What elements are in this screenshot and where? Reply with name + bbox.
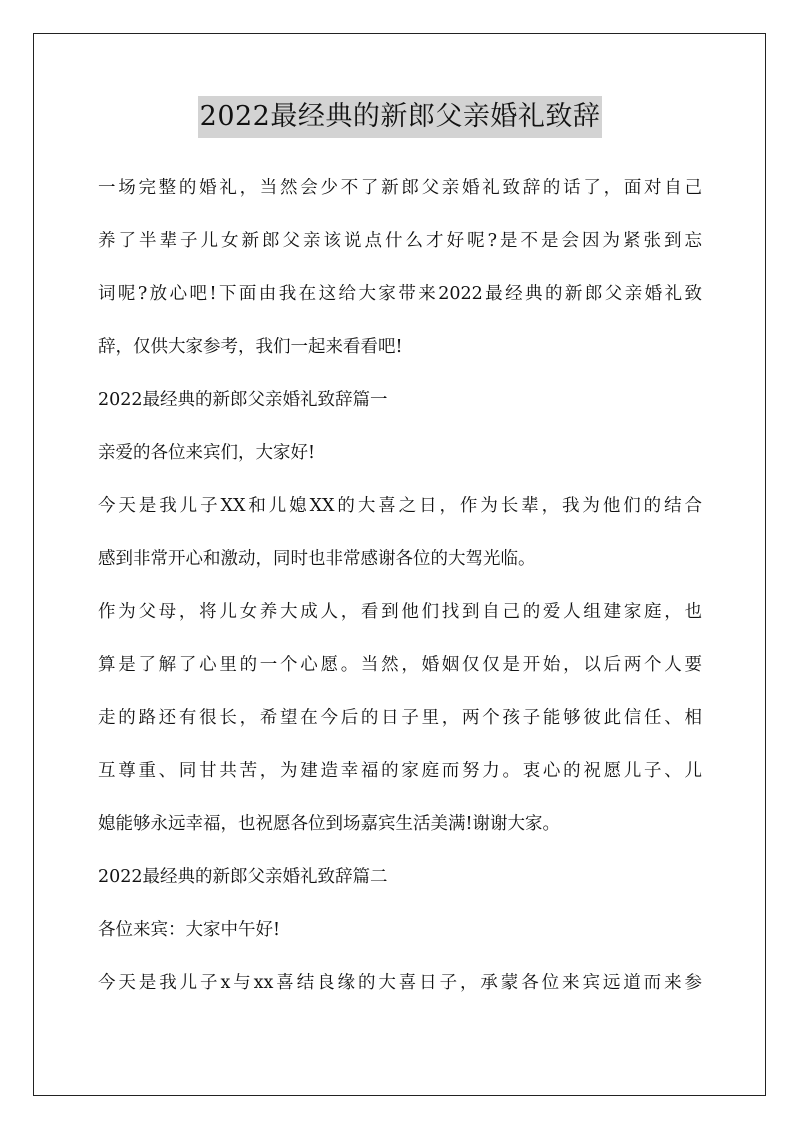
title-container <box>0 96 800 138</box>
text-line: 感到非常开心和激动，同时也非常感谢各位的大驾光临。 <box>98 549 536 569</box>
text-line: 今天是我儿子x与xx喜结良缘的大喜日子，承蒙各位来宾远道而来参 <box>98 973 702 993</box>
text-line: 词呢?放心吧!下面由我在这给大家带来2022最经典的新郎父亲婚礼致 <box>98 284 702 304</box>
text-line: 媳能够永远幸福，也祝愿各位到场嘉宾生活美满!谢谢大家。 <box>98 814 561 834</box>
document-body <box>98 162 702 1010</box>
text-line: 互尊重、同甘共苦，为建造幸福的家庭而努力。衷心的祝愿儿子、儿 <box>98 761 702 781</box>
document-title: 2022最经典的新郎父亲婚礼致辞 <box>198 96 603 138</box>
text-line: 2022最经典的新郎父亲婚礼致辞篇一 <box>98 390 388 410</box>
text-line: 2022最经典的新郎父亲婚礼致辞篇二 <box>98 867 388 887</box>
text-line: 各位来宾：大家中午好! <box>98 920 281 940</box>
text-line: 算是了解了心里的一个心愿。当然，婚姻仅仅是开始，以后两个人要 <box>98 655 702 675</box>
text-line: 养了半辈子儿女新郎父亲该说点什么才好呢?是不是会因为紧张到忘 <box>98 231 702 251</box>
text-line: 亲爱的各位来宾们，大家好! <box>98 443 316 463</box>
text-line: 走的路还有很长，希望在今后的日子里，两个孩子能够彼此信任、相 <box>98 708 702 728</box>
text-line: 辞，仅供大家参考，我们一起来看看吧! <box>98 337 403 357</box>
text-line: 一场完整的婚礼，当然会少不了新郎父亲婚礼致辞的话了，面对自己 <box>98 178 702 198</box>
text-line: 今天是我儿子XX和儿媳XX的大喜之日，作为长辈，我为他们的结合 <box>98 496 702 516</box>
text-line: 作为父母，将儿女养大成人，看到他们找到自己的爱人组建家庭，也 <box>98 602 702 622</box>
